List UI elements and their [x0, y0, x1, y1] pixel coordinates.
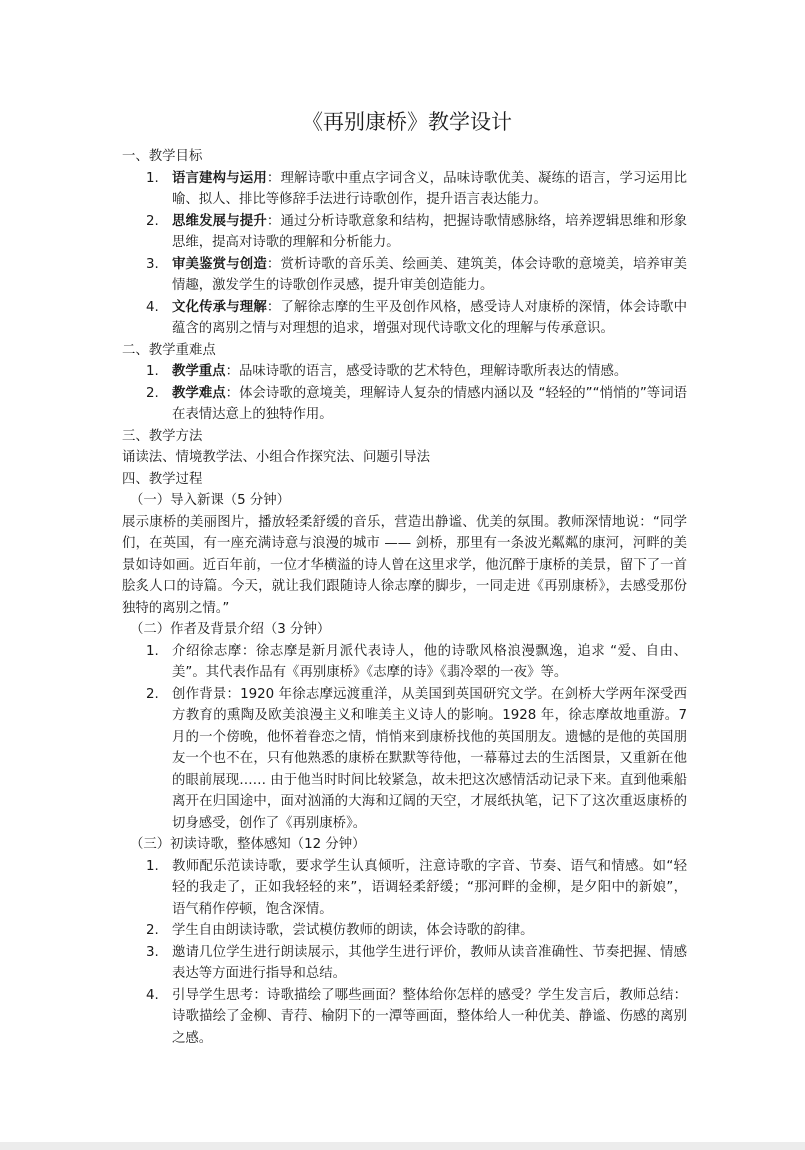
list-number: 2.	[146, 385, 159, 401]
list-number: 1.	[146, 364, 159, 379]
list-number: 2.	[146, 213, 159, 229]
list-number: 2.	[146, 686, 159, 702]
list-item	[122, 985, 687, 1050]
list-number: 4.	[146, 987, 159, 1003]
item-label: 思维发展与提升	[172, 213, 267, 229]
list-number: 1.	[146, 170, 159, 186]
list-item	[122, 361, 687, 383]
list-item	[122, 297, 687, 340]
page-bottom-divider	[0, 1142, 805, 1150]
list-item	[122, 254, 687, 297]
list-item	[122, 684, 687, 835]
item-text: 邀请几位学生进行朗读展示，其他学生进行评价，教师从读音准确性、节奏把握、情感表达等方面进行指导和总结。	[172, 944, 687, 981]
document-title: 《再别康桥》教学设计	[302, 110, 512, 134]
item-text: ：理解诗歌中重点字词含义，品味诗歌优美、凝练的语言，学习运用比喻、拟人、排比等修辞手法进行诗歌创作，提升语言表达能力。	[172, 170, 688, 207]
list-item	[122, 641, 687, 684]
item-label: 教学难点	[172, 385, 226, 401]
section-heading-process: 四、教学过程	[122, 471, 203, 487]
item-label: 语言建构与运用	[172, 170, 267, 186]
item-text: 学生自由朗读诗歌，尝试模仿教师的朗读，体会诗歌的韵律。	[172, 923, 534, 938]
first-reading-list	[122, 856, 687, 1050]
item-text: 介绍徐志摩：徐志摩是新月派代表诗人，他的诗歌风格浪漫飘逸，追求 “爱、自由、美”。其代表作品有《再别康桥》《志摩的诗》《翡冷翠的一夜》等。	[172, 643, 687, 680]
item-label: 教学重点	[172, 364, 226, 379]
subsection-heading-author: （二）作者及背景介绍（3 分钟）	[130, 622, 331, 637]
goals-list	[122, 168, 687, 340]
list-item	[122, 383, 687, 426]
methods-text: 诵读法、情境教学法、小组合作探究法、问题引导法	[122, 450, 430, 465]
item-text: ：赏析诗歌的音乐美、绘画美、建筑美，体会诗歌的意境美，培养审美情趣，激发学生的诗歌创作灵感，提升审美创造能力。	[172, 256, 688, 293]
item-label: 审美鉴赏与创造	[172, 256, 267, 272]
author-list	[122, 641, 687, 835]
document-body	[122, 108, 687, 1049]
subsection-heading-intro: （一）导入新课（5 分钟）	[130, 493, 291, 508]
list-number: 1.	[146, 858, 159, 874]
section-heading-goals: 一、教学目标	[122, 149, 203, 164]
item-text: 教师配乐范读诗歌，要求学生认真倾听，注意诗歌的字音、节奏、语气和情感。如“轻轻的我走了，正如我轻轻的来”，语调轻柔舒缓；“那河畔的金柳，是夕阳中的新娘”，语气稍作停顿，饱含深情。	[172, 858, 687, 917]
list-number: 3.	[146, 944, 159, 960]
list-number: 1.	[146, 643, 159, 659]
key-points-list	[122, 361, 687, 426]
section-heading-key-points: 二、教学重难点	[122, 342, 216, 358]
item-text: ：体会诗歌的意境美，理解诗人复杂的情感内涵以及 “轻轻的”“悄悄的”等词语在表情达意上的独特作用。	[172, 385, 688, 422]
intro-paragraph: 展示康桥的美丽图片，播放轻柔舒缓的音乐，营造出静谧、优美的氛围。教师深情地说：“同学们，在英国，有一座充满诗意与浪漫的城市 —— 剑桥，那里有一条波光粼粼的康河，河畔的美景如诗如画。近百年前，一位才华横溢的诗人曾在这里求学，他沉醉于康桥的美景，留下了一首脍炙人口的诗篇。今天，就让我们跟随诗人徐志摩的脚步，一同走进《再别康桥》，去感受那份独特的离别之情。”	[122, 514, 687, 616]
item-text: ：了解徐志摩的生平及创作风格，感受诗人对康桥的深情，体会诗歌中蕴含的离别之情与对理想的追求，增强对现代诗歌文化的理解与传承意识。	[172, 299, 688, 336]
item-text: 引导学生思考：诗歌描绘了哪些画面？整体给你怎样的感受？学生发言后，教师总结：诗歌描绘了金柳、青荇、榆阴下的一潭等画面，整体给人一种优美、静谧、伤感的离别之感。	[172, 987, 687, 1046]
subsection-heading-first-reading: （三）初读诗歌，整体感知（12 分钟）	[130, 837, 366, 852]
list-item	[122, 856, 687, 921]
item-text: ：品味诗歌的语言，感受诗歌的艺术特色，理解诗歌所表达的情感。	[225, 364, 628, 379]
list-number: 4.	[146, 299, 159, 315]
list-item	[122, 942, 687, 985]
list-item	[122, 920, 687, 942]
section-heading-methods: 三、教学方法	[122, 428, 203, 444]
item-text: ：通过分析诗歌意象和结构，把握诗歌情感脉络，培养逻辑思维和形象思维，提高对诗歌的理解和分析能力。	[172, 213, 688, 250]
item-text: 创作背景：1920 年徐志摩远渡重洋，从美国到英国研究文学。在剑桥大学两年深受西方教育的熏陶及欧美浪漫主义和唯美主义诗人的影响。1928 年，徐志摩故地重游。7 月的一个傍晚，他怀着眷恋之情，悄悄来到康桥找他的英国朋友。遗憾的是他的英国朋友一个也不在，只有他熟悉的康桥在默默等待他，一幕幕过去的生活图景，又重新在他的眼前展现…… 由于他当时时间比较紧急，故未把这次感情活动记录下来。直到他乘船离开在归国途中，面对汹涌的大海和辽阔的天空，才展纸执笔，记下了这次重返康桥的切身感受，创作了《再别康桥》。	[172, 686, 687, 831]
list-item	[122, 211, 687, 254]
list-number: 2.	[146, 923, 159, 938]
list-item	[122, 168, 687, 211]
list-number: 3.	[146, 256, 159, 272]
item-label: 文化传承与理解	[172, 299, 267, 315]
